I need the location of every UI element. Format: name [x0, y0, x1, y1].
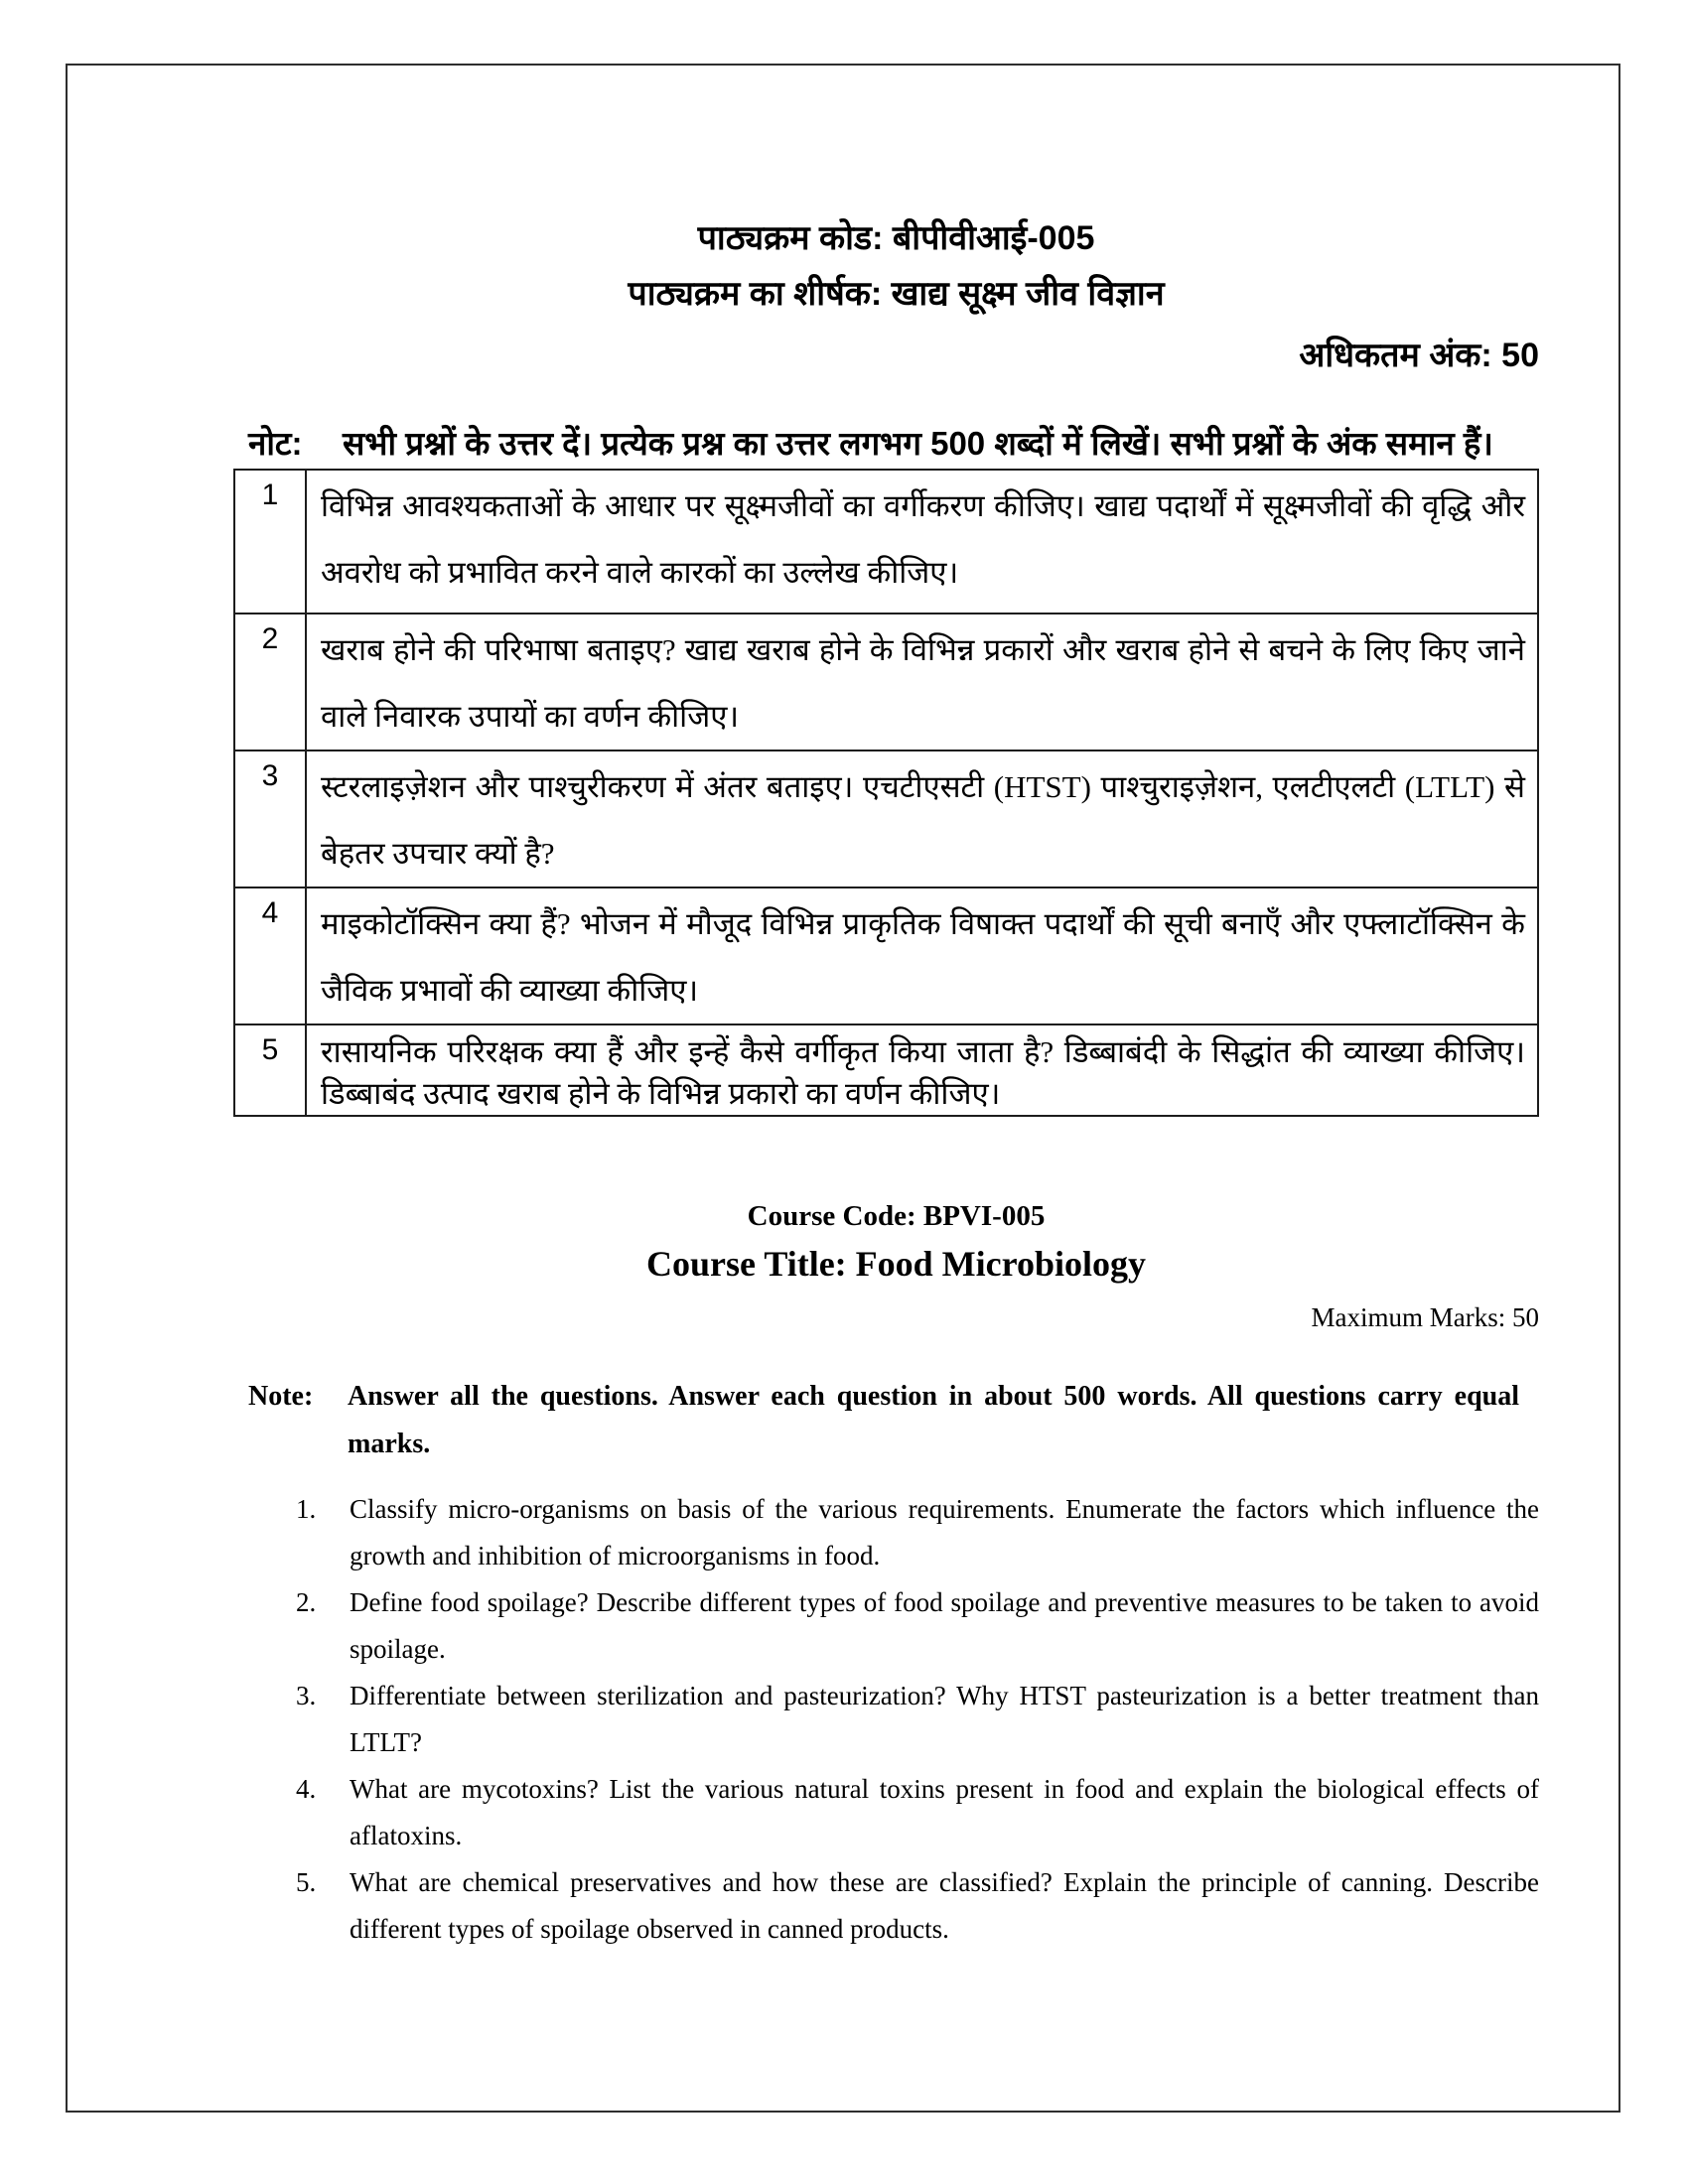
question-number: 1. [296, 1494, 317, 1524]
english-note-label: Note: [248, 1381, 314, 1412]
question-text: खराब होने की परिभाषा बताइए? खाद्य खराब होने के विभिन्न प्रकारों और खराब होने से बचने के लिए किए जाने वाले निवारक उपायों का वर्णन कीजिए। [306, 614, 1538, 751]
question-number: 4 [234, 887, 306, 1024]
table-row [234, 1024, 1538, 1116]
question-text: Classify micro-organisms on basis of the various requirements. Enumerate the factors which influence the growth and inhibition of microorganisms in food. [350, 1494, 1539, 1570]
list-item [296, 1766, 1539, 1859]
list-item [296, 1579, 1539, 1673]
english-course-title: Course Title: Food Microbiology [646, 1244, 1146, 1284]
question-text: Differentiate between sterilization and pasteurization? Why HTST pasteurization is a better treatment than LTLT? [350, 1681, 1539, 1757]
english-course-code: Course Code: BPVI-005 [747, 1200, 1046, 1232]
table-row [234, 470, 1538, 614]
question-number: 5 [234, 1024, 306, 1116]
question-number: 1 [234, 470, 306, 614]
table-row [234, 614, 1538, 751]
list-item [296, 1486, 1539, 1579]
list-item [296, 1859, 1539, 1953]
question-number: 5. [296, 1867, 317, 1897]
english-note-text: Answer all the questions. Answer each question in about 500 words. All questions carry equal marks. [348, 1381, 1519, 1459]
list-item [296, 1673, 1539, 1766]
hindi-questions-table [233, 469, 1539, 1117]
hindi-course-title: पाठ्यक्रम का शीर्षक: खाद्य सूक्ष्म जीव विज्ञान [628, 275, 1165, 313]
question-number: 4. [296, 1774, 317, 1804]
question-text: माइकोटॉक्सिन क्या हैं? भोजन में मौजूद विभिन्न प्राकृतिक विषाक्त पदार्थों की सूची बनाएँ और एफ्लाटॉक्सिन के जैविक प्रभावों की व्याख्या कीजिए। [306, 887, 1538, 1024]
question-number: 3. [296, 1681, 317, 1710]
hindi-note-label: नोट: [248, 425, 303, 462]
table-row [234, 887, 1538, 1024]
question-text: Define food spoilage? Describe different types of food spoilage and preventive measures to be taken to avoid spoilage. [350, 1587, 1539, 1664]
question-text: What are mycotoxins? List the various natural toxins present in food and explain the biological effects of aflatoxins. [350, 1774, 1539, 1850]
question-number: 2 [234, 614, 306, 751]
hindi-course-code: पाठ्यक्रम कोड: बीपीवीआई-005 [697, 219, 1095, 257]
english-max-marks: Maximum Marks: 50 [1311, 1302, 1539, 1332]
question-number: 2. [296, 1587, 317, 1617]
question-text: रासायनिक परिरक्षक क्या हैं और इन्हें कैसे वर्गीकृत किया जाता है? डिब्बाबंदी के सिद्धांत की व्याख्या कीजिए। डिब्बाबंद उत्पाद खराब होने के विभिन्न प्रकारो का वर्णन कीजिए। [306, 1024, 1538, 1116]
question-number: 3 [234, 751, 306, 887]
page-content [174, 0, 1539, 1953]
english-questions-list [296, 1486, 1539, 1953]
question-text: स्टरलाइज़ेशन और पाश्चुरीकरण में अंतर बताइए। एचटीएसटी (HTST) पाश्चुराइज़ेशन, एलटीएलटी (LTLT) से बेहतर उपचार क्यों है? [306, 751, 1538, 887]
question-text: विभिन्न आवश्यकताओं के आधार पर सूक्ष्मजीवों का वर्गीकरण कीजिए। खाद्य पदार्थों में सूक्ष्मजीवों की वृद्धि और अवरोध को प्रभावित करने वाले कारकों का उल्लेख कीजिए। [306, 470, 1538, 614]
hindi-note [248, 413, 1494, 475]
question-text: What are chemical preservatives and how these are classified? Explain the principle of canning. Describe different types of spoilage observed in canned products. [350, 1867, 1539, 1944]
english-note [248, 1373, 1519, 1468]
hindi-note-text: सभी प्रश्नों के उत्तर दें। प्रत्येक प्रश्न का उत्तर लगभग 500 शब्दों में लिखें। सभी प्रश्नों के अंक समान हैं। [343, 425, 1493, 462]
table-row [234, 751, 1538, 887]
hindi-max-marks: अधिकतम अंक: 50 [1299, 337, 1539, 374]
